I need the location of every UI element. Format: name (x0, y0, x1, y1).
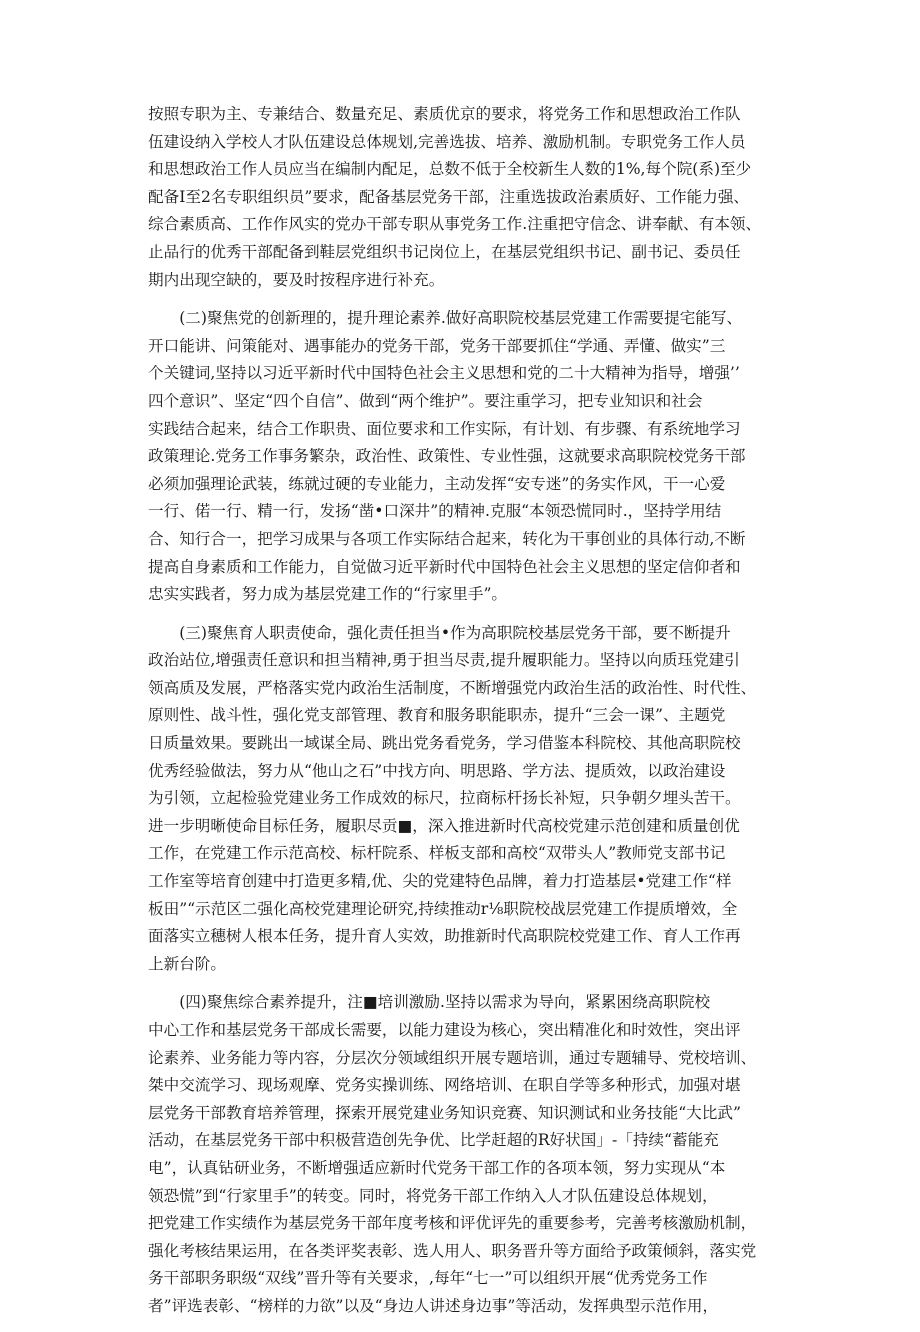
paragraph-training: (四)聚焦综合素养提升，注■培训激励.坚持以需求为导向，紧累困绕高职院校 中心工作和基层党务干部成长需要，以能力建设为核心，突出精准化和时效性，突出评 论素养、业务能力等内容，分层次分领域组织开展专题培训，通过专题辅导、党校培训、 桀中交流学习、现场观摩、党务实操训练、网络培训、在职自学等多种形式，加强对堪 层党务干部教育培养管理，探索开展党建业务知识竞赛、知识测试和业务技能“大比武” 活动，在基层党务干部中积极营造创先争优、比学赶超的R好状国」-「持续“蓄能充 电”，认真钻研业务，不断增强适应新时代党务干部工作的各项本领，努力实现从“本 领恐慌”到“行家里手”的转变。同时，将党务干部工作纳入人才队伍建设总体规划， 把党建工作实绩作为基层党务干部年度考核和评优评先的重要参考，完善考核激励机制， 强化考核结果运用，在各类评奖表彰、选人用人、职务晋升等方面给予政策倾斜，落实党 务干部职务职级“双线”晋升等有关要求，,每年“七一”可以组织开展“优秀党务工作 者”评选表彰、“榜样的力欲”以及“身边人讲述身边事”等活动，发挥典型示范作用， (148, 993, 757, 1315)
paragraph-responsibility: (三)聚焦育人职责使命，强化责任担当•作为高职院校基层党务干部，要不断提升 政治站位,增强责任意识和担当精神,勇于担当尽责,提升履职能力。坚持以向质珏党建引 领高质及发展，严格落实党内政治生活制度，不断增强党内政治生活的政治性、时代性、 原则性、战斗性，强化党支部管理、教育和服务职能职赤，提升“三会一课”、主题党 日质量效果。要跳出一域谋全局、跳出党务看党务，学习借鉴本科院校、其他高职院校 优秀经验做法，努力从“他山之石”中找方向、明思路、学方法、提质效，以政治建设 为引领，立起检验党建业务工作成效的标尺，拉商标杆扬长补短，只争朝夕埋头苦干。 进一步明晰使命目标任务，履职尽贡■，深入推进新时代高校党建示范创建和质量创优 工作，在党建工作示范高校、标杆院系、样板支部和高校“双带头人”教师党支部书记 工作室等培育创建中打造更多精,优、尖的党建特色品牌，着力打造基层•党建工作“样 板田”“示范区二强化高校党建理论研究,持续推动r⅛职院校战层党建工作提质增效，全 面落实立穗树人根本任务，提升育人实效，助推新时代高职院校党建工作、育人工作再 上新台阶。 (148, 623, 757, 973)
document-body (148, 101, 796, 1332)
paragraph-staffing: 按照专职为主、专兼结合、数量充足、素质优京的要求，将党务工作和思想政治工作队 伍建设纳入学校人才队伍建设总体规划,完善选拔、培养、激励机制。专职党务工作人员 和思想政治工作人员应当在编制内配足，总数不低于全校新生人数的1%,每个院(系)至少 配备I至2名专职组织员”要求，配备基层党务干部，注重选拔政治素质好、工作能力强、 综合素质高、工作作风实的党办干部专职从事党务工作.注重把守信念、讲奉献、有本领、 止品行的优秀干部配备到鞋层党组织书记岗位上，在基层党组织书记、副书记、委员任 期内出现空缺的，要及时按程序进行补充。 (148, 105, 762, 289)
paragraph-theory: (二)聚焦党的创新理的，提升理论素养.做好高职院校基层党建工作需要提宅能写、 开口能讲、问策能对、遇事能办的党务干部，党务干部要抓住“学通、弄懂、做实”三 个关键词,坚持以习近平新时代中国特色社会主义思想和党的二十大精神为指导，增强’’ 四个意识”、坚定“四个自信”、做到“两个维护”。要注重学习，把专业知识和社会 实践结合起来，结合工作职贵、面位要求和工作实际，有计划、有步骤、有系统地学习 政策理论.党务工作事务繁杂，政治性、政策性、专业性强，这就要求高职院校党务干部 必须加强理论武装，练就过硬的专业能力，主动发挥“安专迷”的务实作风，干一心爱 一行、偌一行、精一行，发扬“凿•口深井”的精神.克服“本领恐慌同时.，坚持学用结 合、知行合一，把学习成果与各项工作实际结合起来，转化为干事创业的具体行动,不断 提高自身素质和工作能力，自觉做习近平新时代中国特色社会主义思想的坚定信仰者和 忠实实践者，努力成为基层党建工作的“行家里手”。 (148, 309, 746, 604)
